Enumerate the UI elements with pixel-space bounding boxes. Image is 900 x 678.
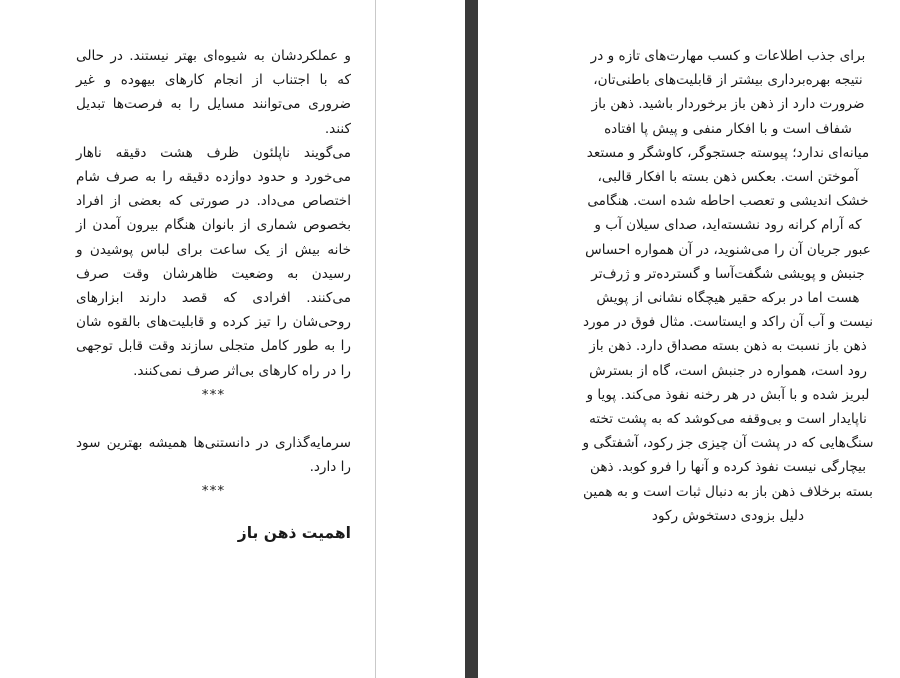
left-page-text [76, 44, 351, 546]
right-page-text [582, 44, 874, 528]
left-separator-1: *** [201, 386, 226, 403]
left-paragraph-2: می‌گویند ناپلئون ظرف هشت دقیقه ناهار می‌خورد و حدود دوازده دقیقه را به صرف شام اختصاص می‌داد. در صورتی که بعضی از افراد بخصوص شماری از بانوان هنگام بیرون آمدن از خانه بیش از یک ساعت برای لباس پوشیدن و رسیدن به وضعیت ظاهرشان وقت صرف می‌کنند. افرادی که قصد دارند ابزارهای روحی‌شان را تیز کرده و قابلیت‌های بالقوه شان را به طور کامل متجلی سازند وقت قابل توجهی را در راه کارهای بی‌اثر صرف نمی‌کنند. [76, 144, 351, 379]
left-separator-2: *** [201, 483, 226, 500]
left-paragraph-1: و عملکردشان به شیوه‌ای بهتر نیستند. در حالی که با اجتناب از انجام کارهای بیهوده و غیر ضروری می‌توانند مسایل را به فرصت‌ها تبدیل کنند. [76, 48, 351, 137]
left-page [0, 0, 375, 678]
page-gutter [376, 0, 465, 678]
spacer [76, 407, 351, 431]
right-page [478, 0, 900, 678]
right-paragraph-1: برای جذب اطلاعات و کسب مهارت‌های تازه و در نتیجه بهره‌برداری بیشتر از قابلیت‌های باطنی‌تان، ضرورت دارد از ذهن باز برخوردار باشید. ذهن باز شفاف است و با افکار منفی و پیش پا افتاده میانه‌ای ندارد؛ پیوسته جستجوگر، کاوشگر و مستعد آموختن است. بعکس ذهن بسته با افکار قالبی، خشک اندیشی و تعصب احاطه شده است. هنگامی که آرام کرانه رود نشسته‌اید، صدای سیلان آب و عبور جریان آن را می‌شنوید، در آن همواره احساس جنبش و پویشی شگفت‌آسا و گسترده‌تر و ژرف‌تر هست اما در برکه حقیر هیچگاه نشانی از پویش نیست و آب آن راکد و ایستاست. مثال فوق در مورد ذهن باز نسبت به ذهن بسته مصداق دارد. ذهن باز رود است، همواره در جنبش است، گاه از بسترش لبریز شده و با آبش در هر رخنه نفوذ می‌کند. پویا و ناپایدار است و بی‌وقفه می‌کوشد که به پشت تخته سنگ‌هایی که در پشت آن چیزی جز رکود، آشفتگی و بیچارگی نیست نفوذ کرده و آنها را فرو کوبد. ذهن بسته برخلاف ذهن باز به دنبال ثبات است و به همین دلیل بزودی دستخوش رکود [582, 48, 874, 524]
left-paragraph-3: سرمایه‌گذاری در دانستنی‌ها همیشه بهترین سود را دارد. [76, 435, 351, 476]
section-heading: اهمیت ذهن باز [237, 523, 351, 542]
book-spine [465, 0, 478, 678]
